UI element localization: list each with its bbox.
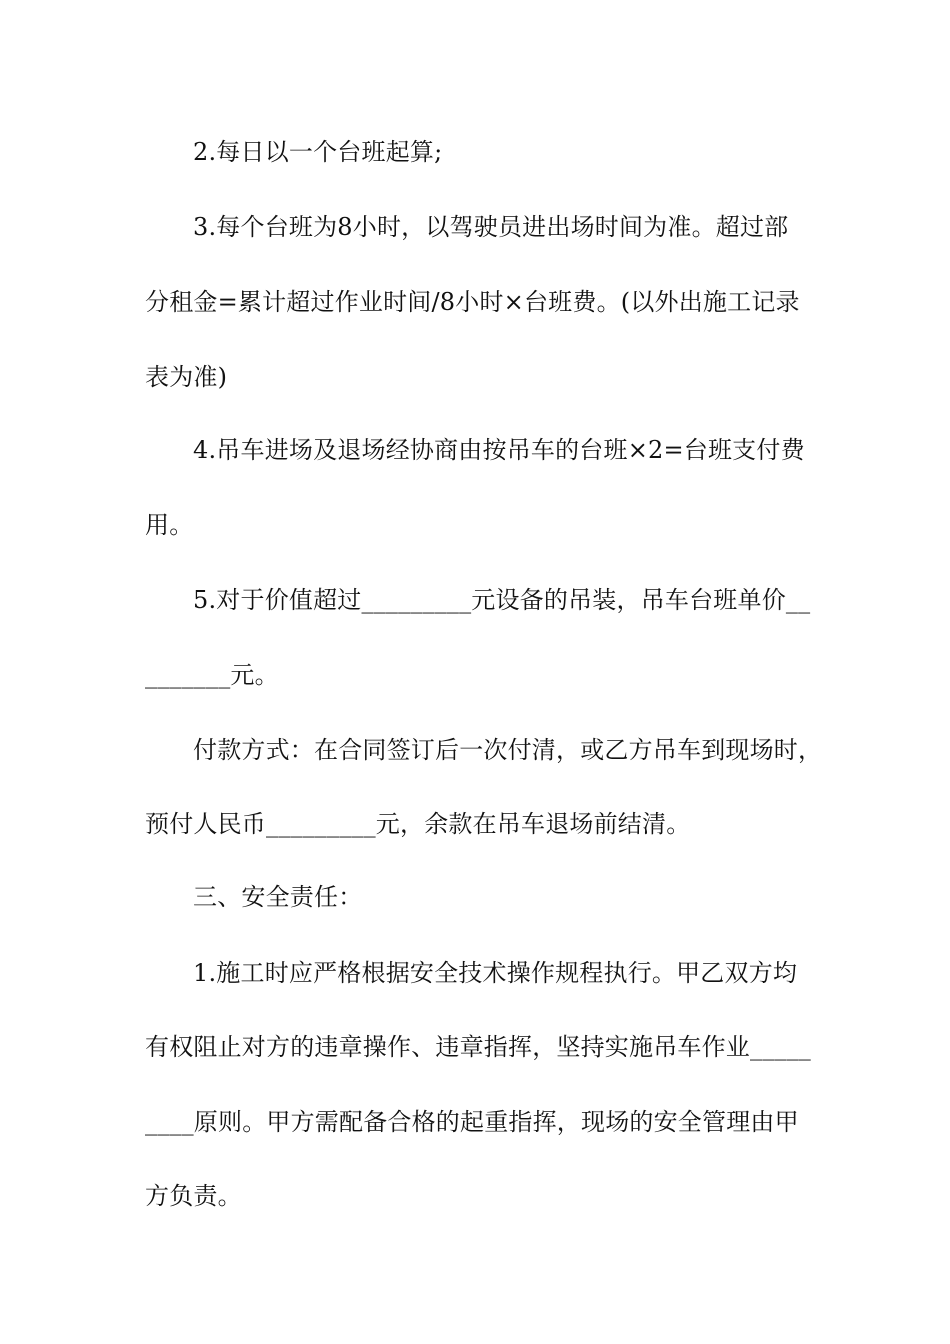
- clause-5-line-1: 5.对于价值超过_________元设备的吊装，吊车台班单价__: [193, 586, 811, 614]
- clause-3-line-3: 表为准): [145, 363, 228, 391]
- safety-clause-1-line-3: ____原则。甲方需配备合格的起重指挥，现场的安全管理由甲: [145, 1108, 799, 1136]
- section-heading-safety: 三、安全责任：: [193, 883, 363, 911]
- clause-5-line-2: _______元。: [145, 661, 279, 689]
- clause-3-line-2: 分租金=累计超过作业时间/8小时×台班费。(以外出施工记录: [145, 288, 800, 316]
- safety-clause-1-line-1: 1.施工时应严格根据安全技术操作规程执行。甲乙双方均: [193, 959, 798, 987]
- clause-3-line-1: 3.每个台班为8小时，以驾驶员进出场时间为准。超过部: [193, 213, 789, 241]
- payment-line-2: 预付人民币_________元，余款在吊车退场前结清。: [145, 810, 691, 838]
- safety-clause-1-line-4: 方负责。: [145, 1182, 242, 1210]
- clause-2-line: 2.每日以一个台班起算;: [193, 138, 443, 166]
- clause-4-line-2: 用。: [145, 511, 194, 539]
- payment-line-1: 付款方式：在合同签订后一次付清，或乙方吊车到现场时，: [193, 736, 823, 764]
- clause-4-line-1: 4.吊车进场及退场经协商由按吊车的台班×2=台班支付费: [193, 436, 805, 464]
- safety-clause-1-line-2: 有权阻止对方的违章操作、违章指挥，坚持实施吊车作业_____: [145, 1033, 811, 1061]
